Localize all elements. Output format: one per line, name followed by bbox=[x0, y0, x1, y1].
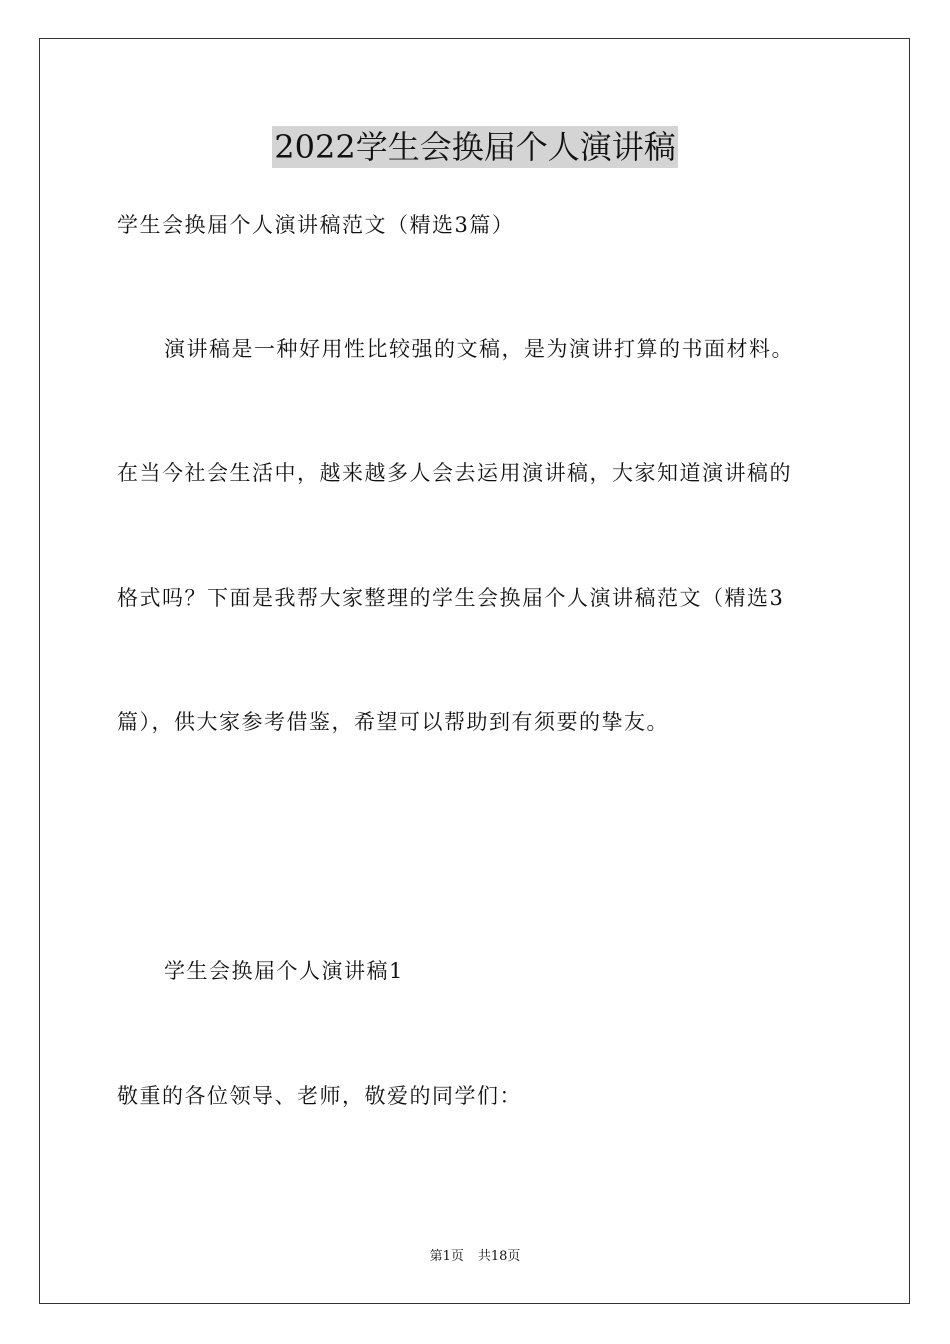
section-heading: 学生会换届个人演讲稿1 bbox=[164, 959, 404, 983]
document-subtitle: 学生会换届个人演讲稿范文（精选3篇） bbox=[117, 213, 515, 237]
page-number-current: 第1页 bbox=[429, 1249, 464, 1264]
title-container bbox=[0, 126, 950, 168]
intro-paragraph-line-3: 格式吗？下面是我帮大家整理的学生会换届个人演讲稿范文（精选3 bbox=[117, 586, 785, 610]
intro-paragraph-line-4: 篇），供大家参考借鉴，希望可以帮助到有须要的挚友。 bbox=[117, 710, 669, 734]
page-footer bbox=[0, 1248, 950, 1266]
intro-paragraph-line-2: 在当今社会生活中，越来越多人会去运用演讲稿，大家知道演讲稿的 bbox=[117, 461, 792, 485]
salutation-line: 敬重的各位领导、老师，敬爱的同学们： bbox=[117, 1084, 522, 1108]
document-title: 2022学生会换届个人演讲稿 bbox=[274, 128, 676, 166]
page-number-total: 共18页 bbox=[477, 1249, 521, 1264]
intro-paragraph-line-1: 演讲稿是一种好用性比较强的文稿，是为演讲打算的书面材料。 bbox=[164, 337, 794, 361]
